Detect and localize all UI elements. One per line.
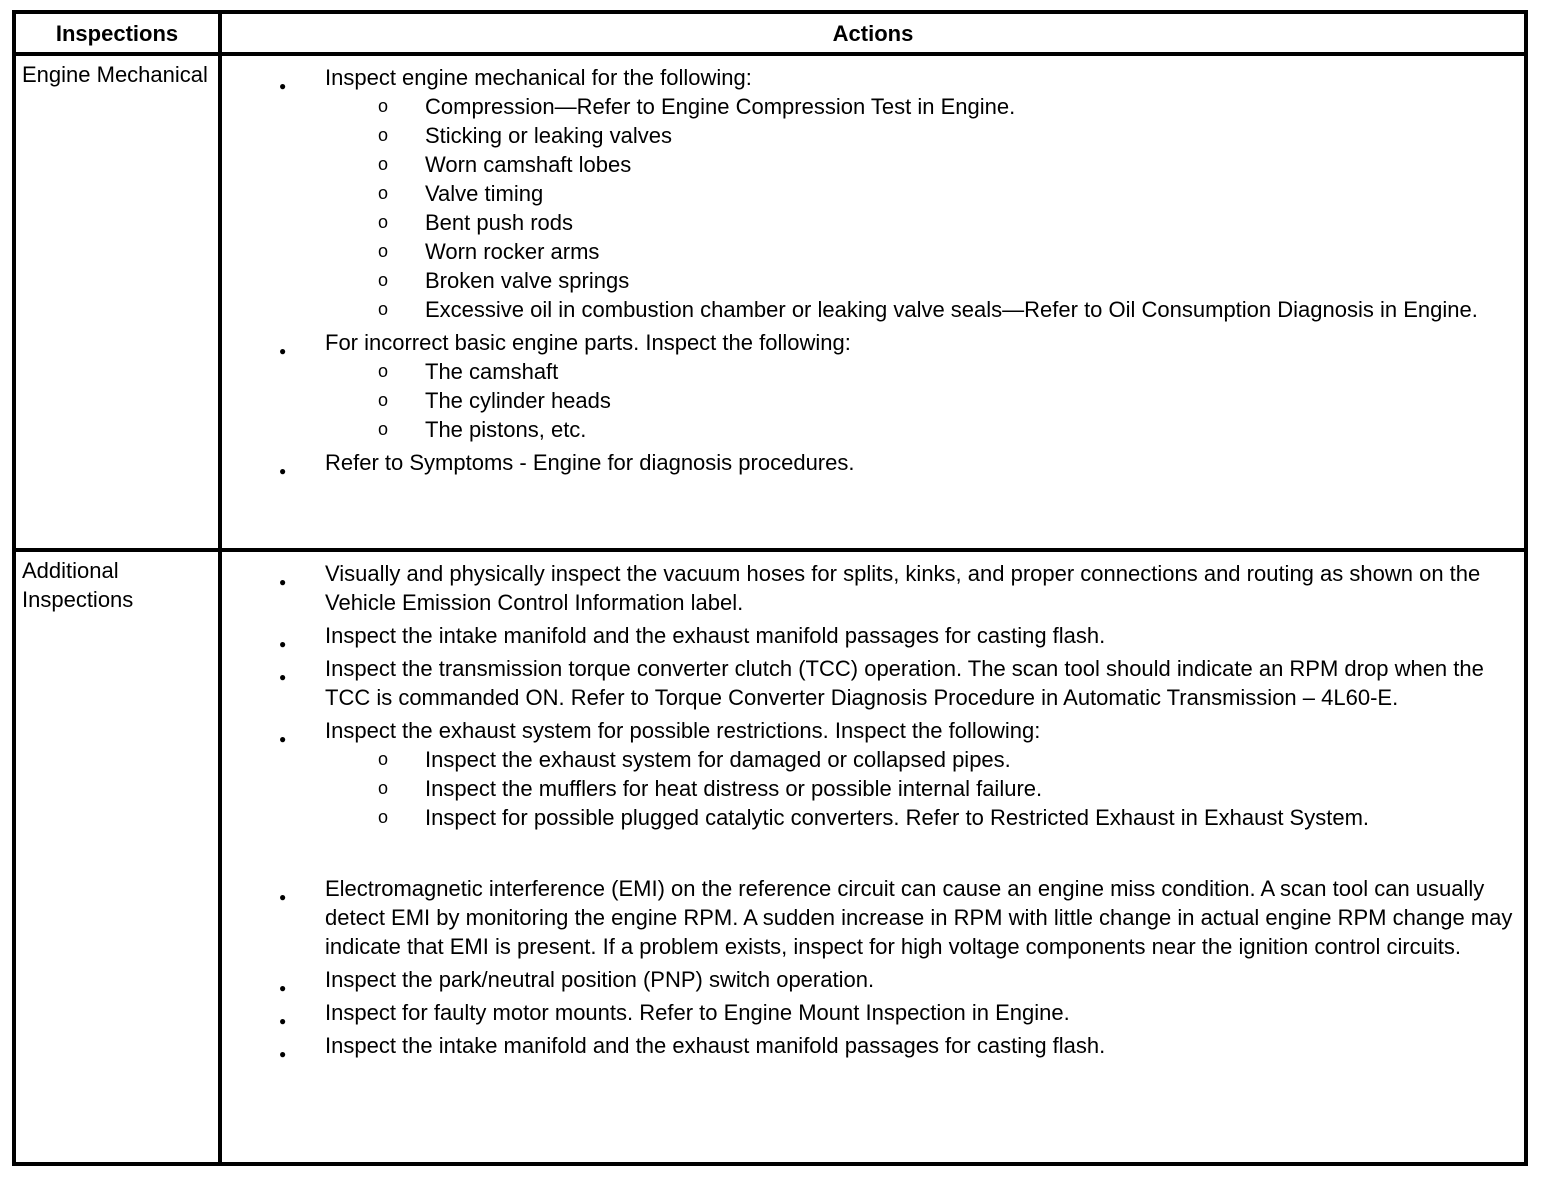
action-text: Inspect the transmission torque converter clutch (TCC) operation. The scan tool should indicate an RPM drop when the TCC is commanded ON. Refer to Torque Converter Diagnosis Procedure in Automatic Transmission – 4L60-E.	[325, 656, 1484, 710]
action-text: Compression—Refer to Engine Compression Test in Engine.	[425, 94, 1016, 119]
bullet-item	[222, 874, 1524, 961]
circle-bullet-icon: o	[378, 299, 389, 319]
sub-bullet-item	[222, 179, 1524, 208]
sub-bullet-item	[222, 774, 1524, 803]
action-text: Visually and physically inspect the vacuum hoses for splits, kinks, and proper connections and routing as shown on the Vehicle Emission Control Information label.	[325, 561, 1481, 615]
bullet-item	[222, 965, 1524, 994]
bullet-icon: ●	[279, 670, 287, 684]
circle-bullet-icon: o	[378, 125, 389, 145]
action-text: Sticking or leaking valves	[425, 123, 673, 148]
action-text: Worn rocker arms	[425, 239, 600, 264]
circle-bullet-icon: o	[378, 419, 389, 439]
circle-bullet-icon: o	[378, 390, 389, 410]
circle-bullet-icon: o	[378, 96, 389, 116]
bullet-item	[222, 621, 1524, 650]
sub-bullet-item	[222, 803, 1524, 832]
row-divider	[16, 548, 1524, 552]
circle-bullet-icon: o	[378, 154, 389, 174]
action-text: The pistons, etc.	[425, 417, 587, 442]
bullet-item	[222, 998, 1524, 1027]
bullet-icon: ●	[279, 1014, 287, 1028]
inspections-table	[12, 10, 1528, 1166]
action-text: Inspect engine mechanical for the following:	[325, 65, 752, 90]
bullet-item	[222, 654, 1524, 712]
bullet-icon: ●	[279, 575, 287, 589]
sub-bullet-item	[222, 92, 1524, 121]
sub-bullet-item	[222, 357, 1524, 386]
actions-list-additional	[222, 555, 1524, 1060]
bullet-item	[222, 448, 1524, 477]
sub-bullet-item	[222, 237, 1524, 266]
bullet-item	[222, 716, 1524, 745]
sub-bullet-item	[222, 208, 1524, 237]
header-inspections: Inspections	[55, 21, 179, 46]
action-text: Inspect for faulty motor mounts. Refer to Engine Mount Inspection in Engine.	[325, 1000, 1070, 1025]
action-text: Refer to Symptoms - Engine for diagnosis procedures.	[325, 450, 855, 475]
bullet-item	[222, 559, 1524, 617]
action-text: Inspect the intake manifold and the exhaust manifold passages for casting flash.	[325, 623, 1106, 648]
bullet-icon: ●	[279, 732, 287, 746]
sub-bullet-item	[222, 386, 1524, 415]
inspection-additional: Additional Inspections	[22, 558, 134, 612]
sub-bullet-item	[222, 745, 1524, 774]
circle-bullet-icon: o	[378, 778, 389, 798]
action-text: Inspect the park/neutral position (PNP) switch operation.	[325, 967, 875, 992]
bullet-icon: ●	[279, 79, 287, 93]
action-text: Bent push rods	[425, 210, 573, 235]
circle-bullet-icon: o	[378, 361, 389, 381]
header-actions: Actions	[832, 21, 914, 46]
action-text: The camshaft	[425, 359, 559, 384]
sub-bullet-item	[222, 266, 1524, 295]
action-text: Electromagnetic interference (EMI) on the reference circuit can cause an engine miss condition. A scan tool can usually detect EMI by monitoring the engine RPM. A sudden increase in RPM with little change in actual engine RPM change may indicate that EMI is present. If a problem exists, inspect for high voltage components near the ignition control circuits.	[325, 876, 1513, 959]
bullet-item	[222, 1031, 1524, 1060]
action-text: Inspect the mufflers for heat distress or possible internal failure.	[425, 776, 1043, 801]
action-text: Broken valve springs	[425, 268, 630, 293]
inspection-engine-mechanical: Engine Mechanical	[22, 62, 208, 87]
action-text: For incorrect basic engine parts. Inspect the following:	[325, 330, 851, 355]
bullet-item	[222, 328, 1524, 357]
action-text: Excessive oil in combustion chamber or leaking valve seals—Refer to Oil Consumption Diagnosis in Engine.	[425, 297, 1478, 322]
circle-bullet-icon: o	[378, 212, 389, 232]
bullet-icon: ●	[279, 890, 287, 904]
bullet-icon: ●	[279, 1047, 287, 1061]
circle-bullet-icon: o	[378, 241, 389, 261]
circle-bullet-icon: o	[378, 807, 389, 827]
action-text: The cylinder heads	[425, 388, 611, 413]
sub-bullet-item	[222, 415, 1524, 444]
bullet-icon: ●	[279, 464, 287, 478]
bullet-icon: ●	[279, 637, 287, 651]
sub-bullet-item	[222, 121, 1524, 150]
row-divider	[16, 52, 1524, 56]
actions-list-engine-mechanical	[222, 59, 1524, 477]
bullet-icon: ●	[279, 981, 287, 995]
bullet-item	[222, 63, 1524, 92]
action-text: Worn camshaft lobes	[425, 152, 632, 177]
circle-bullet-icon: o	[378, 749, 389, 769]
circle-bullet-icon: o	[378, 270, 389, 290]
action-text: Inspect the intake manifold and the exhaust manifold passages for casting flash.	[325, 1033, 1106, 1058]
action-text: Inspect the exhaust system for possible restrictions. Inspect the following:	[325, 718, 1041, 743]
action-text: Inspect for possible plugged catalytic converters. Refer to Restricted Exhaust in Exhaust System.	[425, 805, 1370, 830]
action-text: Inspect the exhaust system for damaged or collapsed pipes.	[425, 747, 1011, 772]
circle-bullet-icon: o	[378, 183, 389, 203]
sub-bullet-item	[222, 295, 1524, 324]
sub-bullet-item	[222, 150, 1524, 179]
bullet-icon: ●	[279, 344, 287, 358]
action-text: Valve timing	[425, 181, 544, 206]
